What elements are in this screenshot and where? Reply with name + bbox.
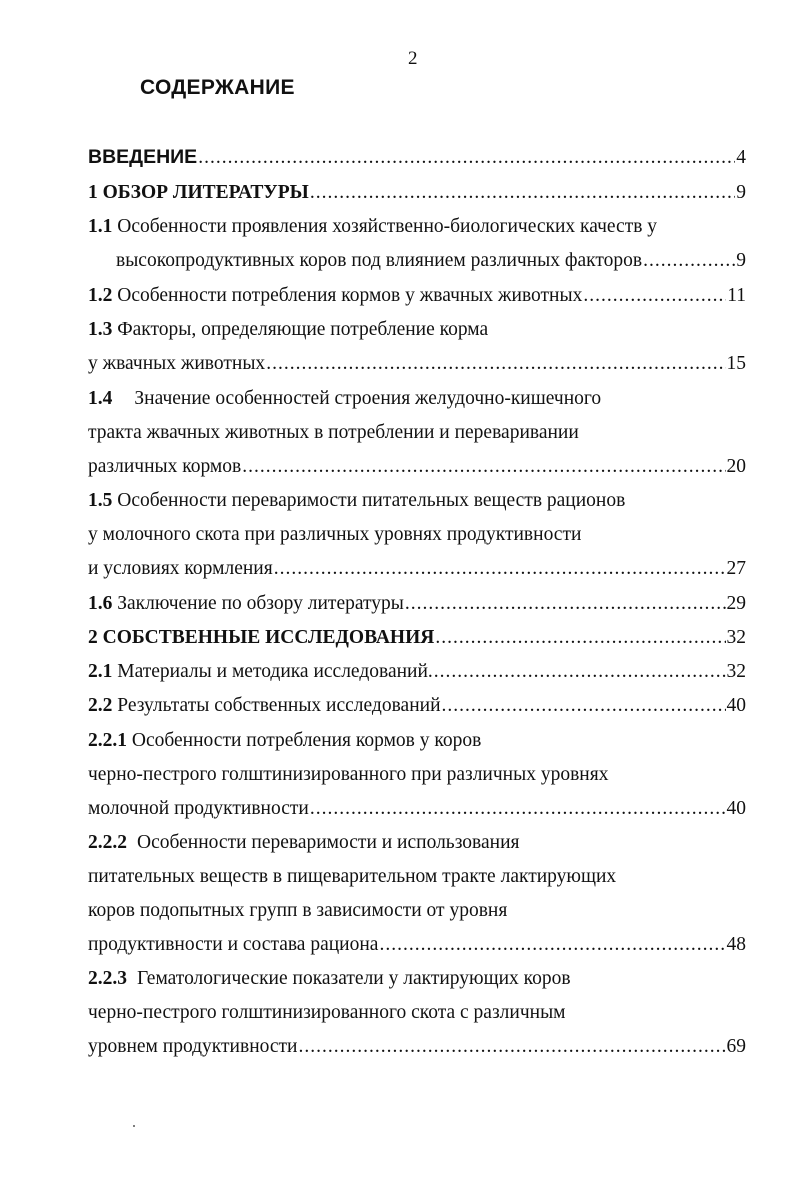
toc-entry-text: ВВЕДЕНИЕ (88, 146, 198, 168)
toc-entry-page: 15 (726, 353, 746, 374)
toc-entry-text-cont: у молочного скота при различных уровнях продуктивности (88, 524, 582, 545)
toc-entry-text-cont: питательных веществ в пищеварительном тракте лактирующих (88, 866, 617, 887)
toc-entry-text: Гематологические показатели у лактирующих коров (137, 968, 571, 989)
toc-leader-dots (435, 623, 725, 653)
toc-entry-2-2[interactable] (88, 691, 746, 721)
toc-leader-dots (266, 349, 725, 379)
toc-entry-1-4-cont[interactable] (88, 418, 746, 448)
toc-entry-number: 2.2 (88, 695, 113, 716)
toc-entry-page: 9 (736, 182, 746, 203)
toc-entry-text-cont: продуктивности и состава рациона (88, 934, 379, 955)
toc-leader-dots (405, 589, 726, 619)
toc-entry-text-cont: молочной продуктивности (88, 798, 309, 819)
toc-leader-dots (583, 281, 726, 311)
toc-entry-text: Особенности потребления кормов у коров (131, 730, 482, 751)
toc-entry-1-2[interactable] (88, 281, 746, 311)
toc-entry-page: 27 (726, 558, 746, 579)
toc-entry-1-3-cont[interactable] (88, 349, 746, 379)
toc-entry-1-4[interactable] (88, 384, 746, 414)
toc-entry-page: 29 (726, 593, 746, 614)
toc-entry-page: 4 (736, 147, 746, 168)
toc-entry-text: Особенности проявления хозяйственно-биологических качеств у (117, 216, 658, 237)
toc-entry-number: 1.2 (88, 285, 113, 306)
toc-entry-2-2-2-cont[interactable] (88, 862, 746, 892)
toc-entry-text-cont: черно-пестрого голштинизированного скота с различным (88, 1002, 566, 1023)
toc-entry-page: 40 (726, 695, 746, 716)
toc-entry-text-cont: различных кормов (88, 456, 242, 477)
toc-entry-1-3[interactable] (88, 315, 746, 345)
toc-entry-text-cont: черно-пестрого голштинизированного при различных уровнях (88, 764, 609, 785)
toc-entry-introduction[interactable] (88, 142, 746, 172)
toc-entry-number: 1.3 (88, 319, 113, 340)
toc-entry-text-cont: высокопродуктивных коров под влиянием различных факторов (116, 250, 643, 271)
toc-entry-number: 1.1 (88, 216, 113, 237)
toc-entry-1-4-cont2[interactable] (88, 452, 746, 482)
toc-entry-2-2-3[interactable] (88, 964, 746, 994)
toc-entry-literature-review[interactable] (88, 178, 746, 208)
toc-entry-text-cont: уровнем продуктивности (88, 1036, 298, 1057)
toc-entry-own-research[interactable] (88, 623, 746, 653)
toc-leader-dots (310, 794, 726, 824)
toc-entry-text: Заключение по обзору литературы (117, 593, 404, 614)
toc-entry-2-1[interactable] (88, 657, 746, 687)
toc-title: СОДЕРЖАНИЕ (140, 76, 295, 99)
toc-entry-text-cont: и условиях кормления (88, 558, 273, 579)
scan-speck (133, 1125, 135, 1127)
toc-leader-dots (442, 691, 726, 721)
toc-entry-number: 1.4 (88, 388, 113, 409)
toc-entry-page: 48 (726, 934, 746, 955)
toc-entry-number: 1.6 (88, 593, 113, 614)
toc-entry-number: 2.2.3 (88, 968, 127, 989)
toc-entry-text: Значение особенностей строения желудочно-кишечного (134, 388, 602, 409)
toc-entry-2-2-1-cont2[interactable] (88, 794, 746, 824)
toc-leader-dots (298, 1032, 725, 1062)
toc-entry-2-2-3-cont2[interactable] (88, 1032, 746, 1062)
toc-entry-1-1[interactable] (88, 212, 746, 242)
toc-entry-1-1-cont[interactable] (116, 246, 746, 276)
toc-leader-dots (310, 178, 735, 208)
toc-entry-1-6[interactable] (88, 589, 746, 619)
toc-entry-number: 1.5 (88, 490, 113, 511)
toc-entry-number: 2.2.1 (88, 730, 127, 751)
toc-leader-dots (198, 143, 735, 173)
toc-entry-1-5-cont[interactable] (88, 520, 746, 550)
toc-entry-text: 2 СОБСТВЕННЫЕ ИССЛЕДОВАНИЯ (88, 627, 435, 648)
toc-entry-page: 40 (726, 798, 746, 819)
toc-entry-text-cont: тракта жвачных животных в потреблении и переваривании (88, 422, 579, 443)
toc-leader-dots (379, 930, 725, 960)
toc-entry-page: 20 (726, 456, 746, 477)
toc-entry-1-5-cont2[interactable] (88, 554, 746, 584)
toc-entry-page: 32 (726, 627, 746, 648)
toc-entry-text: Результаты собственных исследований (117, 695, 441, 716)
toc-entry-2-2-3-cont[interactable] (88, 998, 746, 1028)
toc-entry-2-2-2-cont2[interactable] (88, 896, 746, 926)
toc-entry-1-5[interactable] (88, 486, 746, 516)
toc-entry-page: 32 (726, 661, 746, 682)
toc-entry-2-2-2[interactable] (88, 828, 746, 858)
toc-entry-2-2-1[interactable] (88, 726, 746, 756)
toc-entry-page: 69 (726, 1036, 746, 1057)
toc-entry-text-cont: у жвачных животных (88, 353, 266, 374)
toc-entry-text: 1 ОБЗОР ЛИТЕРАТУРЫ (88, 182, 309, 203)
toc-entry-text: Особенности потребления кормов у жвачных животных (117, 285, 583, 306)
toc-entry-text: Факторы, определяющие потребление корма (117, 319, 489, 340)
toc-entry-text: Особенности переваримости питательных веществ рационов (117, 490, 626, 511)
toc-entry-page: 9 (736, 250, 746, 271)
page-number: 2 (408, 48, 418, 69)
toc-leader-dots (274, 554, 726, 584)
toc-entry-text-cont: коров подопытных групп в зависимости от уровня (88, 900, 508, 921)
toc-leader-dots (643, 246, 735, 276)
toc-entry-text: Особенности переваримости и использования (137, 832, 520, 853)
toc-entry-page: 11 (727, 285, 746, 306)
toc-entry-number: 2.2.2 (88, 832, 127, 853)
toc-entry-2-2-2-cont3[interactable] (88, 930, 746, 960)
toc-leader-dots (434, 657, 726, 687)
toc-leader-dots (242, 452, 725, 482)
toc-entry-text: Материалы и методика исследований. (117, 661, 433, 682)
toc-entry-2-2-1-cont[interactable] (88, 760, 746, 790)
toc-entry-number: 2.1 (88, 661, 113, 682)
